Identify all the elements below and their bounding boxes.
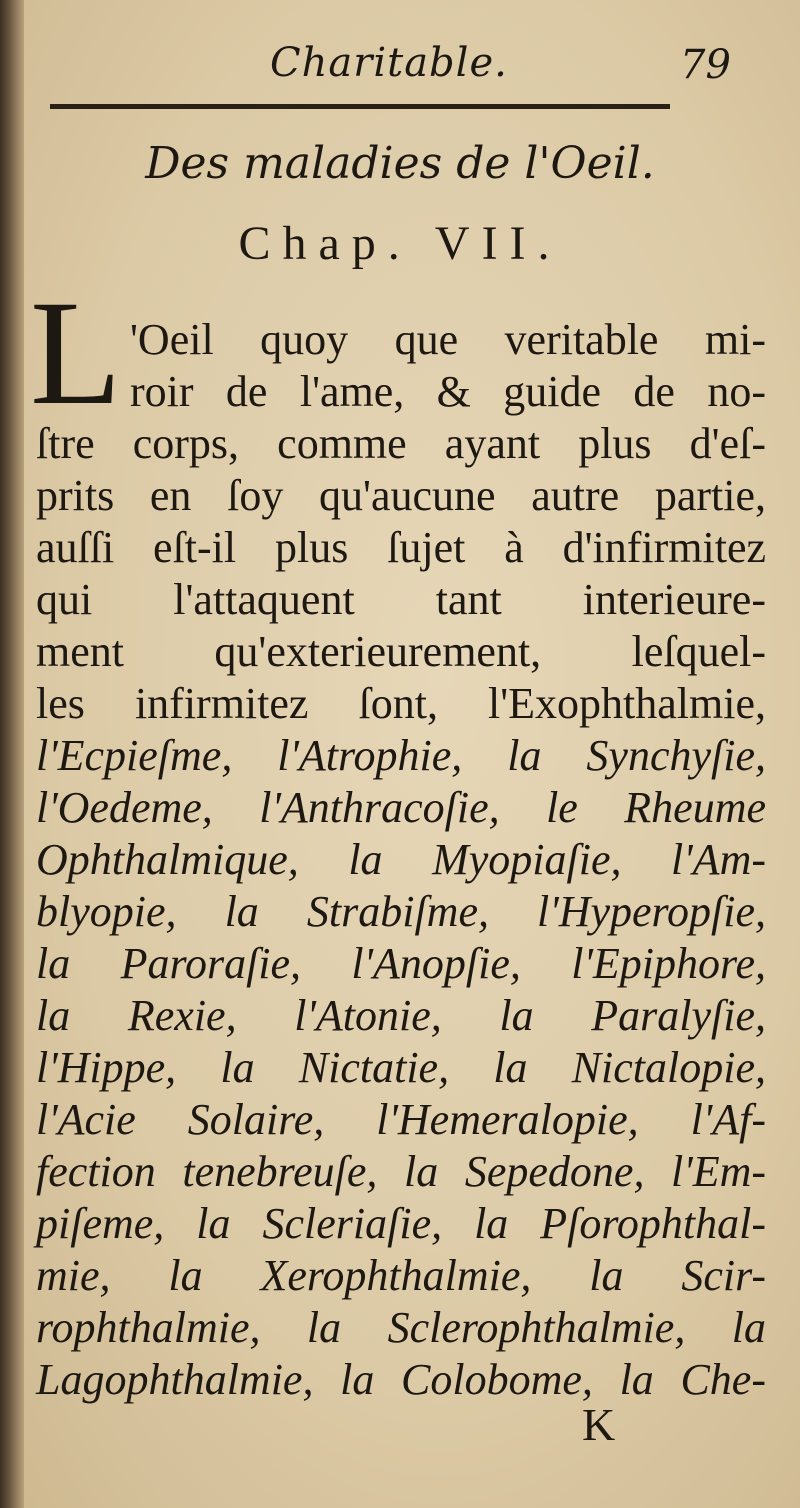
text-line: ment qu'exterieurement, leſquel- xyxy=(36,627,766,676)
text-line: l'Oedeme, l'Anthracoſie, le Rheume xyxy=(36,783,766,832)
text-line: roir de l'ame, & guide de no- xyxy=(130,367,766,416)
chapter-heading: Chap. VII. xyxy=(238,217,562,270)
signature-mark: K xyxy=(582,1399,616,1450)
text-line: qui l'attaquent tant interieure- xyxy=(36,575,766,624)
text-line: l'Hippe, la Nictatie, la Nictalopie, xyxy=(36,1043,766,1092)
text-line: la Rexie, l'Atonie, la Paralyſie, xyxy=(36,991,766,1040)
text-line: ſtre corps, comme ayant plus d'eſ- xyxy=(36,419,766,468)
drop-cap: L xyxy=(30,270,122,436)
text-line: 'Oeil quoy que veritable mi- xyxy=(130,315,766,364)
text-line: piſeme, la Scleriaſie, la Pſorophthal- xyxy=(36,1199,766,1248)
section-title: Des maladies de l'Oeil. xyxy=(145,138,655,189)
text-line: blyopie, la Strabiſme, l'Hyperopſie, xyxy=(36,887,766,936)
text-line: Lagophthalmie, la Colobome, la Che- xyxy=(36,1355,766,1404)
text-line: rophthalmie, la Sclerophthalmie, la xyxy=(36,1303,766,1352)
text-line: Ophthalmique, la Myopiaſie, l'Am- xyxy=(36,835,766,884)
page-number: 79 xyxy=(680,42,731,88)
text-line: auſſi eſt-il plus ſujet à d'infirmitez xyxy=(36,523,766,572)
text-line: la Paroraſie, l'Anopſie, l'Epiphore, xyxy=(36,939,766,988)
text-line: prits en ſoy qu'aucune autre partie, xyxy=(36,471,766,520)
header-rule xyxy=(50,104,670,109)
text-line: l'Acie Solaire, l'Hemeralopie, l'Af- xyxy=(36,1095,766,1144)
text-line: mie, la Xerophthalmie, la Scir- xyxy=(36,1251,766,1300)
text-line: fection tenebreuſe, la Sepedone, l'Em- xyxy=(36,1147,766,1196)
text-line: l'Ecpieſme, l'Atrophie, la Synchyſie, xyxy=(36,731,766,780)
running-header: Charitable. xyxy=(270,40,508,86)
text-line: les infirmitez ſont, l'Exophthalmie, xyxy=(36,679,766,728)
